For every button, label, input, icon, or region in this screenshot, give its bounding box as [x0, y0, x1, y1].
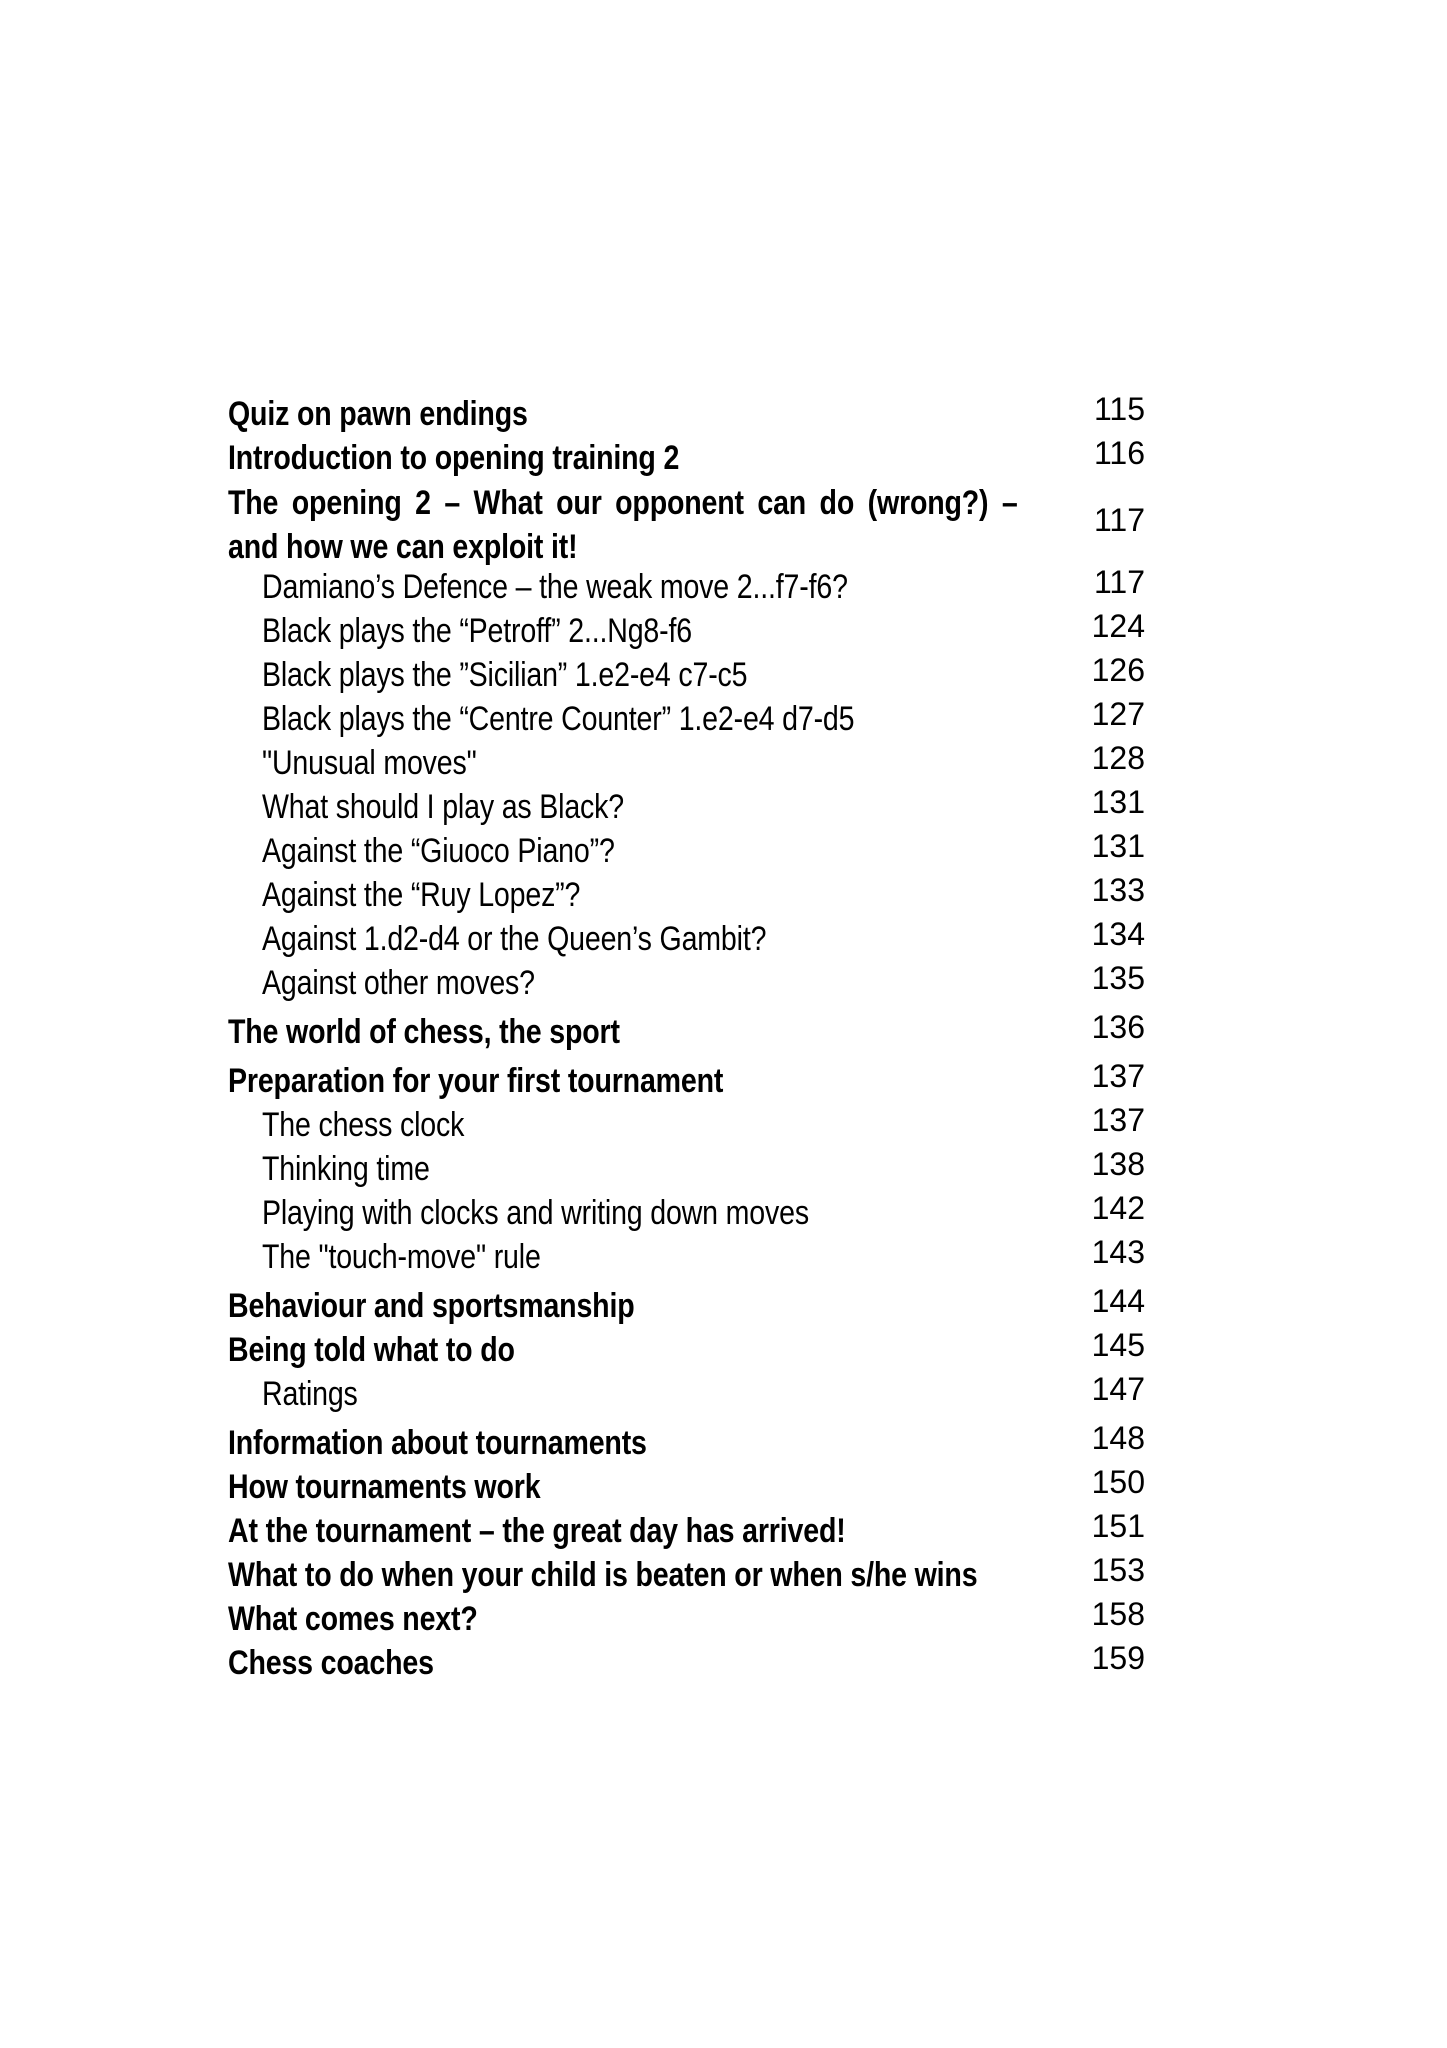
toc-entry [228, 961, 1145, 1005]
toc-entry-page-number: 134 [1091, 916, 1145, 952]
toc-entry-title: Information about tournaments [228, 1424, 647, 1462]
toc-entry-title: "Unusual moves" [262, 744, 477, 782]
toc-entry [228, 565, 1145, 609]
table-of-contents [228, 392, 1145, 1685]
toc-entry-title: Ratings [262, 1375, 358, 1413]
toc-entry [228, 436, 1145, 480]
toc-entry [228, 1421, 1145, 1465]
toc-entry-title: Black plays the ”Sicilian” 1.e2-e4 c7-c5 [262, 656, 748, 694]
toc-entry-title: Introduction to opening training 2 [228, 439, 680, 477]
toc-entry [228, 1641, 1145, 1685]
toc-entry [228, 829, 1145, 873]
toc-entry-title: The chess clock [262, 1106, 465, 1144]
toc-entry-title: The opening 2 – What our opponent can do (wrong?) – and how we can exploit it! [228, 484, 1018, 566]
toc-entry-title: Black plays the “Petroff” 2...Ng8-f6 [262, 612, 692, 650]
toc-entry-page-number: 150 [1091, 1464, 1145, 1500]
toc-entry-title: The "touch-move" rule [262, 1238, 541, 1276]
toc-entry-page-number: 151 [1091, 1508, 1145, 1544]
toc-entry-title: Against the “Giuoco Piano”? [262, 832, 615, 870]
toc-entry [228, 1059, 1145, 1103]
toc-entry-title: What comes next? [228, 1600, 478, 1638]
toc-entry-title: Being told what to do [228, 1331, 515, 1369]
toc-entry-title: Against the “Ruy Lopez”? [262, 876, 581, 914]
toc-entry [228, 609, 1145, 653]
toc-entry-page-number: 145 [1091, 1327, 1145, 1363]
toc-entry [228, 741, 1145, 785]
toc-entry-page-number: 124 [1091, 608, 1145, 644]
toc-entry-title: Playing with clocks and writing down moves [262, 1194, 809, 1232]
toc-entry-title: What to do when your child is beaten or when s/he wins [228, 1556, 978, 1594]
toc-entry [228, 1284, 1145, 1328]
toc-entry-page-number: 144 [1091, 1283, 1145, 1319]
toc-entry [228, 1597, 1145, 1641]
toc-entry [228, 1235, 1145, 1279]
toc-entry-page-number: 138 [1091, 1146, 1145, 1182]
toc-entry-page-number: 143 [1091, 1234, 1145, 1270]
toc-entry-page-number: 116 [1093, 435, 1145, 471]
toc-entry [228, 392, 1145, 436]
toc-entry [228, 1010, 1145, 1054]
toc-entry-page-number: 135 [1091, 960, 1145, 996]
toc-entry [228, 697, 1145, 741]
toc-entry-title: Against other moves? [262, 964, 535, 1002]
toc-entry [228, 917, 1145, 961]
toc-entry-page-number: 128 [1091, 740, 1145, 776]
toc-entry-title: How tournaments work [228, 1468, 541, 1506]
toc-entry [228, 1328, 1145, 1372]
toc-entry [228, 1103, 1145, 1147]
toc-entry-page-number: 159 [1091, 1640, 1145, 1676]
toc-entry-page-number: 137 [1091, 1102, 1145, 1138]
toc-entry [228, 1191, 1145, 1235]
toc-entry-page-number: 142 [1091, 1190, 1145, 1226]
toc-entry [228, 873, 1145, 917]
toc-entry-title: Black plays the “Centre Counter” 1.e2-e4 d7-d5 [262, 700, 855, 738]
toc-entry-page-number: 153 [1091, 1552, 1145, 1588]
toc-entry-page-number: 133 [1091, 872, 1145, 908]
toc-entry-page-number: 158 [1091, 1596, 1145, 1632]
toc-entry-page-number: 131 [1091, 784, 1145, 820]
toc-entry-page-number: 147 [1091, 1371, 1145, 1407]
toc-entry-title: The world of chess, the sport [228, 1013, 620, 1051]
toc-entry-page-number: 126 [1091, 652, 1145, 688]
toc-entry [228, 481, 1145, 570]
toc-entry-page-number: 131 [1091, 828, 1145, 864]
toc-entry-page-number: 117 [1093, 502, 1145, 538]
toc-entry-title: At the tournament – the great day has arrived! [228, 1512, 846, 1550]
toc-entry [228, 785, 1145, 829]
toc-entry-title: Chess coaches [228, 1644, 434, 1682]
toc-entry-page-number: 115 [1093, 391, 1145, 427]
toc-entry-page-number: 137 [1091, 1058, 1145, 1094]
toc-entry [228, 1465, 1145, 1509]
toc-entry-title: Against 1.d2-d4 or the Queen’s Gambit? [262, 920, 767, 958]
toc-entry-title: What should I play as Black? [262, 788, 625, 826]
toc-entry-title: Quiz on pawn endings [228, 395, 528, 433]
toc-entry-title: Damiano’s Defence – the weak move 2...f7-f6? [262, 568, 848, 606]
toc-entry-page-number: 136 [1091, 1009, 1145, 1045]
toc-entry [228, 1147, 1145, 1191]
toc-entry-title: Behaviour and sportsmanship [228, 1287, 635, 1325]
toc-entry [228, 653, 1145, 697]
toc-entry [228, 1553, 1145, 1597]
toc-entry-page-number: 127 [1091, 696, 1145, 732]
toc-entry-title: Preparation for your first tournament [228, 1062, 724, 1100]
toc-entry-page-number: 117 [1093, 564, 1145, 600]
toc-entry [228, 1372, 1145, 1416]
toc-entry-title: Thinking time [262, 1150, 430, 1188]
toc-entry-page-number: 148 [1091, 1420, 1145, 1456]
toc-entry [228, 1509, 1145, 1553]
